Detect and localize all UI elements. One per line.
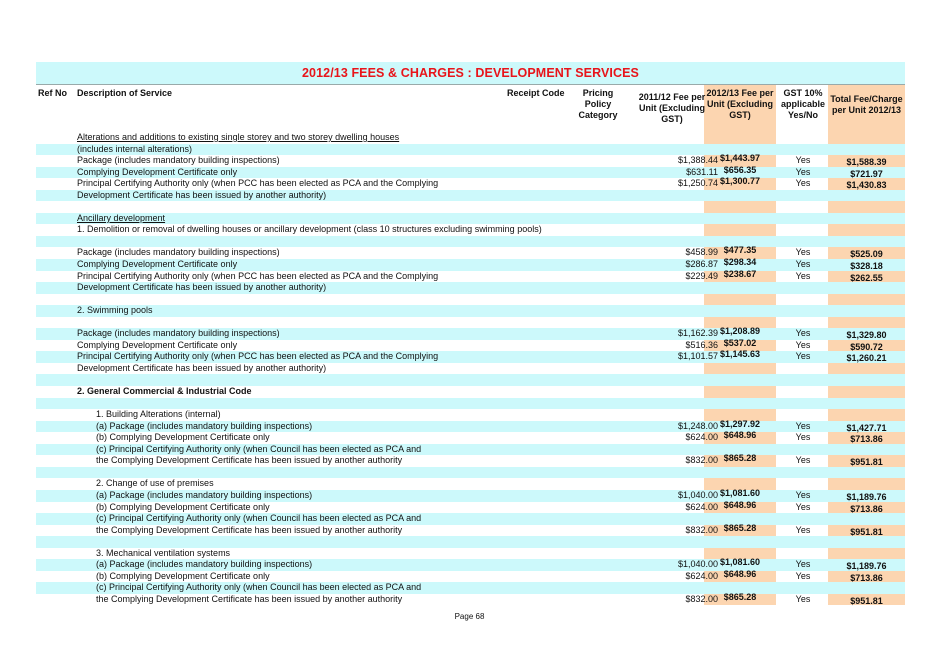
row-description: (includes internal alterations) <box>77 143 193 154</box>
table-row <box>36 351 905 363</box>
row-2012-fee: $298.34 <box>723 257 757 268</box>
row-2012-fee: $865.28 <box>723 522 757 533</box>
row-gst: Yes <box>795 178 811 189</box>
row-gst: Yes <box>795 259 811 270</box>
row-description: Complying Development Certificate only <box>77 166 238 177</box>
row-2012-fee: $537.02 <box>723 337 757 348</box>
row-2012-fee: $1,208.89 <box>719 326 761 337</box>
row-total: $951.81 <box>850 595 883 606</box>
row-2012-fee: $648.96 <box>723 568 757 579</box>
table-row <box>36 536 905 548</box>
row-total: $1,588.39 <box>846 157 887 168</box>
row-total: $713.86 <box>850 434 883 445</box>
row-total: $1,260.21 <box>846 353 887 364</box>
row-description: Development Certificate has been issued by another authority) <box>77 362 327 373</box>
row-2012-fee: $865.28 <box>723 453 757 464</box>
table-row <box>36 374 905 386</box>
row-description: the Complying Development Certificate has been issued by another authority <box>96 455 403 466</box>
row-description: Package (includes mandatory building inspections) <box>77 155 280 166</box>
row-description: (b) Complying Development Certificate only <box>96 570 270 581</box>
row-description: 2. General Commercial & Industrial Code <box>77 386 252 397</box>
row-description: (c) Principal Certifying Authority only (when Council has been elected as PCA and <box>96 513 422 524</box>
table-row <box>36 432 905 444</box>
table-row <box>36 455 905 467</box>
row-gst: Yes <box>795 270 811 281</box>
page-number: Page 68 <box>454 612 485 621</box>
row-gst: Yes <box>795 524 811 535</box>
row-2012-fee: $648.96 <box>723 430 757 441</box>
row-description: Package (includes mandatory building inspections) <box>77 328 280 339</box>
row-description: the Complying Development Certificate has been issued by another authority <box>96 593 403 604</box>
row-description: Principal Certifying Authority only (when PCC has been elected as PCA and the Complying <box>77 351 439 362</box>
row-description: 1. Building Alterations (internal) <box>96 409 221 420</box>
table-row <box>36 305 905 317</box>
table-row <box>36 363 905 375</box>
header-pricing-policy: Pricing Policy Category <box>578 88 618 120</box>
table-row <box>36 282 905 294</box>
header-2011-fee: 2011/12 Fee per Unit (Excluding GST) <box>638 92 706 124</box>
header-description: Description of Service <box>77 88 173 98</box>
row-2011-fee: $1,162.39 <box>677 328 718 339</box>
table-row <box>36 294 905 306</box>
row-2011-fee: $516.36 <box>685 339 718 350</box>
row-gst: Yes <box>795 247 811 258</box>
header-gst: GST 10% applicable Yes/No <box>780 88 825 120</box>
header-receipt-code: Receipt Code <box>507 88 565 98</box>
row-total: $721.97 <box>850 168 883 179</box>
row-2012-fee: $1,300.77 <box>719 176 761 187</box>
row-total: $951.81 <box>850 526 883 537</box>
row-total: $951.81 <box>850 457 883 468</box>
row-description: Principal Certifying Authority only (when PCC has been elected as PCA and the Complying <box>77 270 439 281</box>
row-2012-fee: $1,081.60 <box>719 557 761 568</box>
row-2012-fee: $1,443.97 <box>719 153 761 164</box>
row-2011-fee: $1,101.57 <box>677 351 718 362</box>
row-gst: Yes <box>795 166 811 177</box>
row-total: $1,430.83 <box>846 180 887 191</box>
table-row <box>36 178 905 190</box>
row-2011-fee: $624.00 <box>685 501 718 512</box>
row-total: $1,189.76 <box>846 561 887 572</box>
row-description: Principal Certifying Authority only (when PCC has been elected as PCA and the Complying <box>77 178 439 189</box>
row-description: Complying Development Certificate only <box>77 259 238 270</box>
row-total: $1,427.71 <box>846 422 887 433</box>
page-title: 2012/13 FEES & CHARGES : DEVELOPMENT SERVICES <box>36 62 905 85</box>
table-row <box>36 568 905 583</box>
table-row <box>36 467 905 479</box>
row-2011-fee: $624.00 <box>685 432 718 443</box>
row-description: 3. Mechanical ventilation systems <box>96 547 231 558</box>
header-2012-fee: 2012/13 Fee per Unit (Excluding GST) <box>706 88 774 120</box>
row-description: (b) Complying Development Certificate only <box>96 501 270 512</box>
row-description: (a) Package (includes mandatory building inspections) <box>96 559 313 570</box>
row-description: (b) Complying Development Certificate only <box>96 432 270 443</box>
table-row <box>36 213 905 225</box>
row-gst: Yes <box>795 501 811 512</box>
fee-schedule-sheet <box>36 62 905 605</box>
table-row <box>36 201 905 213</box>
row-2011-fee: $1,040.00 <box>677 559 718 570</box>
row-gst: Yes <box>795 593 811 604</box>
row-total: $328.18 <box>850 261 883 272</box>
row-2012-fee: $865.28 <box>723 591 757 602</box>
row-2011-fee: $1,250.74 <box>677 178 718 189</box>
row-gst: Yes <box>795 455 811 466</box>
header-ref: Ref No <box>38 88 67 98</box>
row-2012-fee: $1,081.60 <box>719 487 761 498</box>
row-description: Development Certificate has been issued by another authority) <box>77 282 327 293</box>
row-total: $1,329.80 <box>846 330 887 341</box>
row-2011-fee: $229.49 <box>685 270 718 281</box>
row-gst: Yes <box>795 420 811 431</box>
row-2011-fee: $832.00 <box>685 593 718 604</box>
row-total: $713.86 <box>850 503 883 514</box>
row-2011-fee: $624.00 <box>685 570 718 581</box>
row-gst: Yes <box>795 570 811 581</box>
table-row <box>36 591 905 606</box>
row-gst: Yes <box>795 155 811 166</box>
row-description: (c) Principal Certifying Authority only (when Council has been elected as PCA and <box>96 443 422 454</box>
row-description: (a) Package (includes mandatory building inspections) <box>96 420 313 431</box>
row-2011-fee: $1,248.00 <box>677 420 718 431</box>
row-2012-fee: $238.67 <box>723 268 757 279</box>
table-row <box>36 224 905 236</box>
row-2011-fee: $832.00 <box>685 455 718 466</box>
fee-table-body <box>36 132 905 605</box>
row-description: the Complying Development Certificate has been issued by another authority <box>96 524 403 535</box>
row-2012-fee: $648.96 <box>723 499 757 510</box>
row-description: 2. Change of use of premises <box>96 478 214 489</box>
table-header <box>36 85 905 132</box>
row-gst: Yes <box>795 432 811 443</box>
table-row <box>36 132 905 144</box>
row-2011-fee: $631.11 <box>686 166 718 177</box>
row-gst: Yes <box>795 489 811 500</box>
row-description: (c) Principal Certifying Authority only (when Council has been elected as PCA and <box>96 582 422 593</box>
table-row <box>36 499 905 514</box>
row-description: 1. Demolition or removal of dwelling houses or ancillary development (class 10 structures excluding swimming pools) <box>77 224 542 235</box>
row-total: $590.72 <box>850 341 883 352</box>
row-description: (a) Package (includes mandatory building inspections) <box>96 489 313 500</box>
row-2012-fee: $477.35 <box>723 245 757 256</box>
row-2011-fee: $1,388.44 <box>677 155 718 166</box>
row-2011-fee: $1,040.00 <box>677 489 718 500</box>
row-2012-fee: $1,145.63 <box>719 349 761 360</box>
row-gst: Yes <box>795 351 811 362</box>
row-description: Package (includes mandatory building inspections) <box>77 247 280 258</box>
row-description: 2. Swimming pools <box>77 305 153 316</box>
row-gst: Yes <box>795 339 811 350</box>
table-row <box>36 268 905 283</box>
row-2012-fee: $1,297.92 <box>719 418 761 429</box>
table-row <box>36 386 905 398</box>
row-total: $525.09 <box>850 249 883 260</box>
table-row <box>36 398 905 410</box>
row-2011-fee: $286.87 <box>685 259 718 270</box>
table-row <box>36 190 905 202</box>
row-2011-fee: $832.00 <box>685 524 718 535</box>
row-total: $262.55 <box>850 272 883 283</box>
header-total: Total Fee/Charge per Unit 2012/13 <box>830 94 903 115</box>
row-total: $713.86 <box>850 572 883 583</box>
table-row <box>36 522 905 537</box>
row-description: Alterations and additions to existing single storey and two storey dwelling houses <box>77 132 400 142</box>
row-total: $1,189.76 <box>846 491 887 502</box>
row-2011-fee: $458.99 <box>685 247 718 258</box>
row-2012-fee: $656.35 <box>723 164 757 175</box>
row-gst: Yes <box>795 559 811 570</box>
row-description: Complying Development Certificate only <box>77 339 238 350</box>
row-description: Development Certificate has been issued by another authority) <box>77 189 327 200</box>
row-description: Ancillary development <box>77 212 166 223</box>
row-gst: Yes <box>795 328 811 339</box>
